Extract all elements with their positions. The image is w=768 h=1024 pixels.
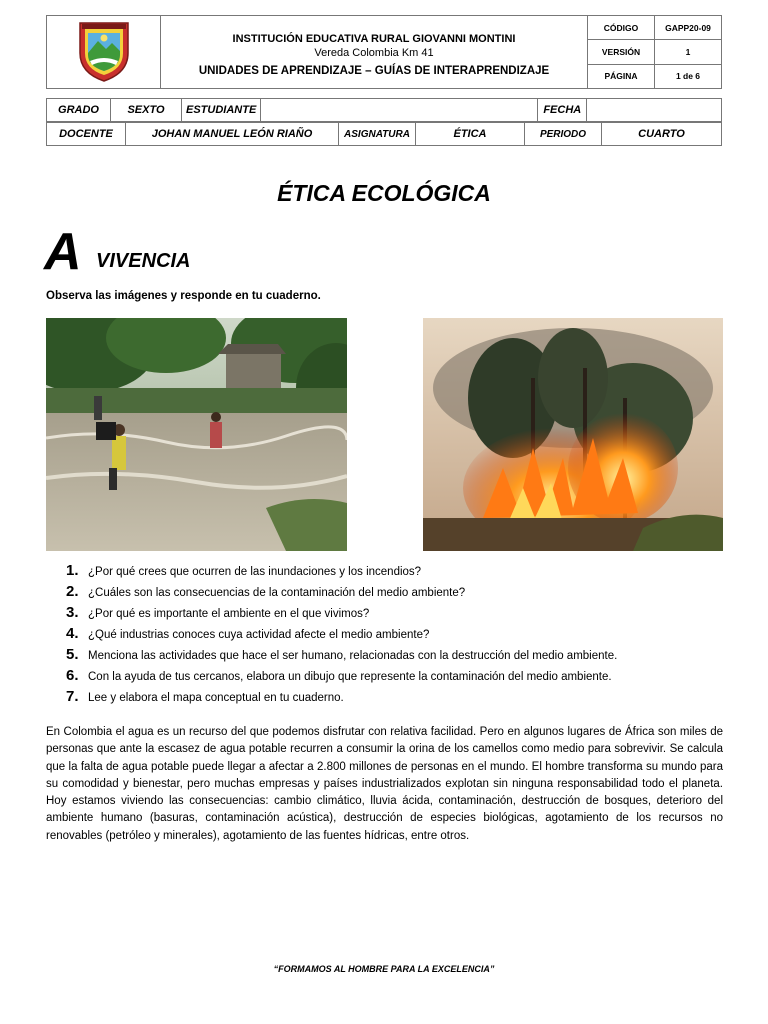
list-item bbox=[66, 646, 726, 667]
question-text: ¿Cuáles son las consecuencias de la contaminación del medio ambiente? bbox=[88, 587, 466, 599]
list-item bbox=[66, 688, 726, 709]
question-text: Lee y elabora el mapa conceptual en tu cuaderno. bbox=[88, 692, 344, 704]
student-info-table bbox=[46, 98, 722, 122]
fecha-label: FECHA bbox=[538, 99, 587, 122]
question-text: ¿Por qué crees que ocurren de las inundaciones y los incendios? bbox=[88, 566, 422, 578]
codigo-value: GAPP20-09 bbox=[655, 16, 722, 40]
question-text: Con la ayuda de tus cercanos, elabora un dibujo que represente la contaminación del medio ambiente. bbox=[88, 671, 612, 683]
header-title-block bbox=[161, 16, 588, 89]
codigo-label: CÓDIGO bbox=[588, 16, 655, 40]
forest-fire-photo bbox=[423, 318, 723, 551]
version-label: VERSIÓN bbox=[588, 40, 655, 64]
periodo-label: PERIODO bbox=[525, 123, 602, 146]
section-instruction: Observa las imágenes y responde en tu cuaderno. bbox=[46, 290, 321, 302]
section-title: VIVENCIA bbox=[96, 250, 191, 272]
flood-photo bbox=[46, 318, 347, 551]
pagina-label: PÁGINA bbox=[588, 64, 655, 88]
fecha-field[interactable] bbox=[587, 99, 722, 122]
asignatura-value: ÉTICA bbox=[416, 123, 525, 146]
question-text: Menciona las actividades que hace el ser humano, relacionadas con la destrucción del medio ambiente. bbox=[88, 650, 618, 662]
question-list bbox=[66, 562, 726, 709]
list-item bbox=[66, 625, 726, 646]
grado-value: SEXTO bbox=[111, 99, 182, 122]
pagina-value: 1 de 6 bbox=[655, 64, 722, 88]
question-number: 4. bbox=[66, 625, 79, 642]
document-header bbox=[46, 15, 722, 89]
question-number: 7. bbox=[66, 688, 79, 705]
question-number: 3. bbox=[66, 604, 79, 621]
question-number: 1. bbox=[66, 562, 79, 579]
periodo-value: CUARTO bbox=[602, 123, 722, 146]
footer-motto: “FORMAMOS AL HOMBRE PARA LA EXCELENCIA” bbox=[273, 964, 495, 974]
docente-label: DOCENTE bbox=[47, 123, 126, 146]
page-title: ÉTICA ECOLÓGICA bbox=[277, 180, 491, 206]
list-item bbox=[66, 604, 726, 625]
estudiante-field[interactable] bbox=[261, 99, 538, 122]
list-item bbox=[66, 562, 726, 583]
question-text: ¿Qué industrias conoces cuya actividad afecte el medio ambiente? bbox=[88, 629, 430, 641]
list-item bbox=[66, 583, 726, 604]
school-crest-icon bbox=[76, 19, 132, 83]
school-crest bbox=[47, 16, 161, 89]
question-number: 2. bbox=[66, 583, 79, 600]
version-value: 1 bbox=[655, 40, 722, 64]
question-number: 5. bbox=[66, 646, 79, 663]
institution-address: Vereda Colombia Km 41 bbox=[314, 47, 434, 59]
institution-name: INSTITUCIÓN EDUCATIVA RURAL GIOVANNI MONTINI bbox=[232, 33, 516, 45]
teacher-info-table bbox=[46, 122, 722, 146]
list-item bbox=[66, 667, 726, 688]
docente-value: JOHAN MANUEL LEÓN RIAÑO bbox=[126, 123, 339, 146]
asignatura-label: ASIGNATURA bbox=[339, 123, 416, 146]
question-number: 6. bbox=[66, 667, 79, 684]
grado-label: GRADO bbox=[47, 99, 111, 122]
section-letter: A bbox=[44, 223, 82, 281]
estudiante-label: ESTUDIANTE bbox=[182, 99, 261, 122]
question-text: ¿Por qué es importante el ambiente en el que vivimos? bbox=[88, 608, 370, 620]
body-paragraph: En Colombia el agua es un recurso del que podemos disfrutar con relativa facilidad. Pero en algunos lugares de África son miles de personas que ante la escasez de agua potable recurren a consumir la orina de los camellos como medio para sobrevivir. Se calcula que la falta de agua potable puede llegar a afectar a 2.800 millones de personas en el mundo. El hombre transforma su mundo para su comodidad y bienestar, pero muchas empresas y países industrializados explotan sin ninguna responsabilidad todo el planeta. Hoy estamos viviendo las consecuencias: cambio climático, lluvia ácida, contaminación, destrucción de bosques, deterioro del ambiente humano (basuras, contaminación acústica), destrucción de especies biológicas, agotamiento de los recursos no renovables (petróleo y minerales), agotamiento de las fuentes hídricas, entre otros. bbox=[46, 726, 723, 842]
document-subtitle: UNIDADES DE APRENDIZAJE – GUÍAS DE INTERAPRENDIZAJE bbox=[198, 65, 550, 77]
